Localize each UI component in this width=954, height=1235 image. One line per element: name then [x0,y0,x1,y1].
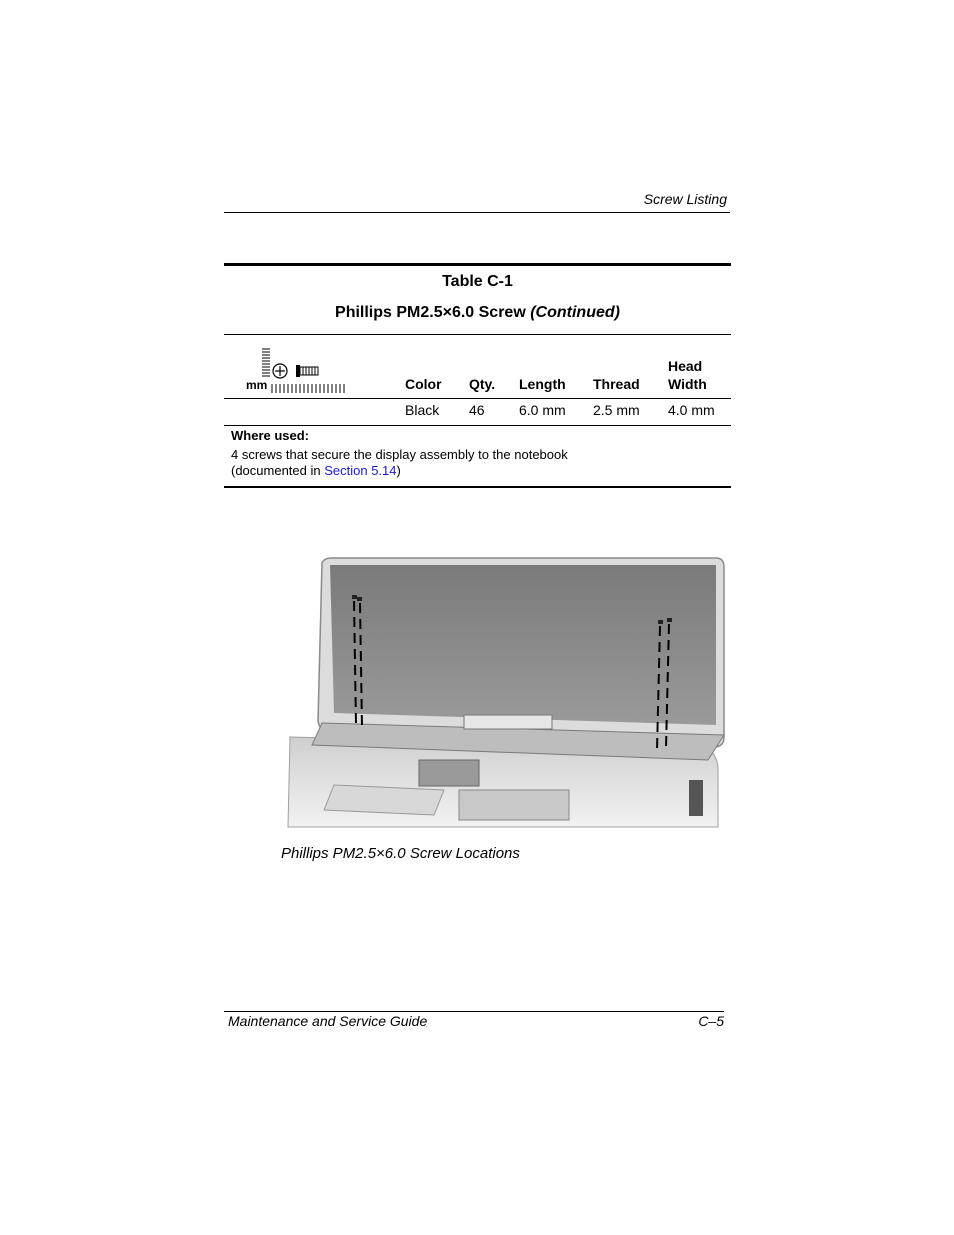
touchpad-area [459,790,569,820]
header-row-rule [224,398,731,399]
screw-icon [357,597,362,601]
hinge-cover [464,715,552,729]
section-5-14-link[interactable]: Section 5.14 [324,463,397,478]
display-screen [330,565,716,725]
cell-qty: 46 [469,402,485,418]
where-used-line-2b: ) [396,463,401,478]
ruler-unit-label: mm [246,378,268,392]
footer-page-number: C–5 [698,1013,724,1029]
table-title [224,304,731,322]
screw-icon [667,618,672,622]
where-used-text [231,447,711,479]
data-row-rule [224,425,731,426]
where-used-line-2 [231,463,711,479]
table-title-main: Phillips PM2.5×6.0 Screw [335,304,531,321]
where-used-label: Where used: [231,428,310,443]
table-label: Table C-1 [442,273,513,290]
cable-area [324,785,444,815]
cell-color: Black [405,402,440,418]
cell-thread: 2.5 mm [593,402,640,418]
header-rule [224,212,730,213]
screw-icon [352,595,357,599]
col-header-color: Color [405,376,442,392]
col-header-head-width-line1: Head [668,358,703,374]
table-bottom-rule [224,486,731,488]
running-header: Screw Listing [643,191,727,207]
board-component [419,760,479,786]
table-title-suffix: (Continued) [530,304,620,321]
col-header-head-width [668,358,707,392]
notebook-display-figure [284,555,726,835]
figure-caption: Phillips PM2.5×6.0 Screw Locations [281,845,520,862]
footer-rule [224,1011,724,1012]
screw-icon [658,620,663,624]
cell-length: 6.0 mm [519,402,566,418]
where-used-line-2a: (documented in [231,463,325,478]
col-header-length: Length [519,376,566,392]
where-used-line-1: 4 screws that secure the display assembly to the notebook [231,447,568,462]
cell-head-width: 4.0 mm [668,402,715,418]
table-top-rule [224,263,731,266]
col-header-thread: Thread [593,376,640,392]
side-port [689,780,703,816]
col-header-qty: Qty. [469,376,496,392]
col-header-head-width-line2: Width [668,376,707,392]
table-title-rule [224,334,731,335]
footer-guide-title: Maintenance and Service Guide [228,1013,428,1029]
